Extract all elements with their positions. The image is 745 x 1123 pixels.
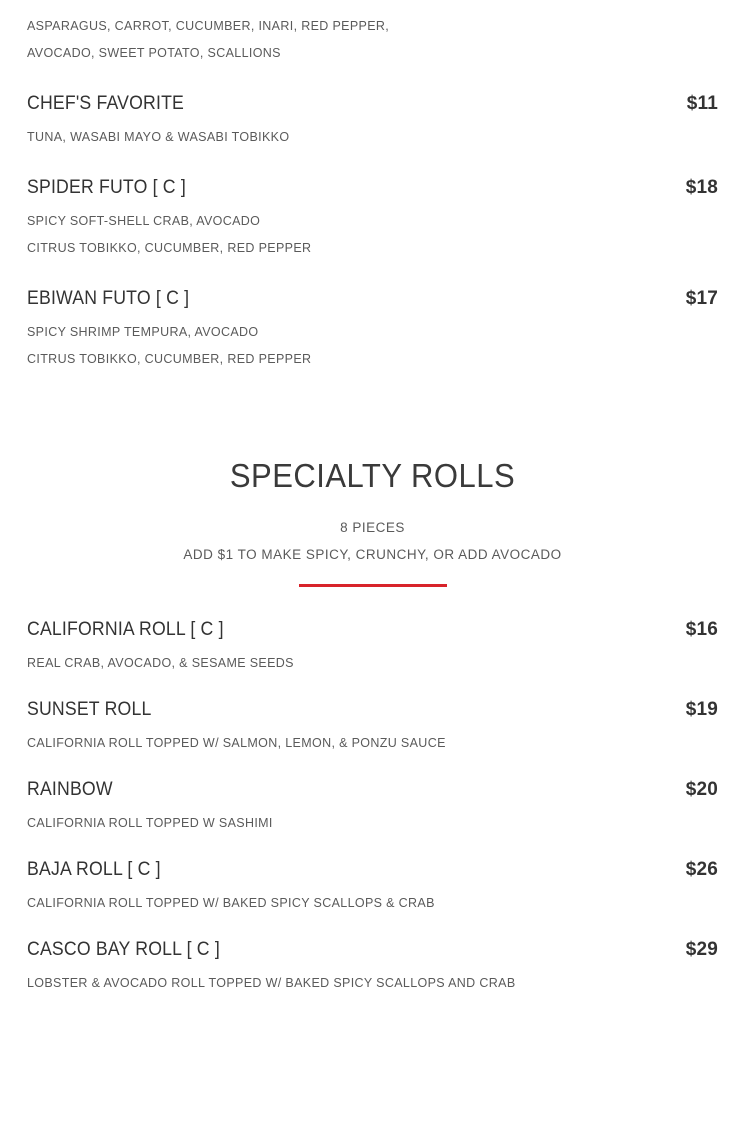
menu-item-price: $29 xyxy=(685,939,718,960)
description-line: REAL CRAB, AVOCADO, & SESAME SEEDS xyxy=(27,656,294,670)
menu-item-name: CASCO BAY ROLL [ C ] xyxy=(27,939,220,960)
description-line: CITRUS TOBIKKO, CUCUMBER, RED PEPPER xyxy=(27,352,312,366)
menu-item-name: SPIDER FUTO [ C ] xyxy=(27,177,186,198)
menu-item-price: $11 xyxy=(686,93,718,114)
section-header xyxy=(27,457,718,587)
menu-item-price: $16 xyxy=(685,619,718,640)
menu-item-header xyxy=(27,619,718,641)
menu-item-name: CHEF'S FAVORITE xyxy=(27,93,185,114)
menu-item-header xyxy=(27,177,718,199)
menu-item xyxy=(27,939,718,997)
description-line: CITRUS TOBIKKO, CUCUMBER, RED PEPPER xyxy=(27,241,312,255)
description-line: AVOCADO, SWEET POTATO, SCALLIONS xyxy=(27,46,281,60)
description-line: SPICY SOFT-SHELL CRAB, AVOCADO xyxy=(27,214,261,228)
menu-item-description xyxy=(27,810,718,837)
menu-item xyxy=(27,859,718,917)
menu-item-name: RAINBOW xyxy=(27,779,113,800)
menu-item-header xyxy=(27,939,718,961)
menu-item-price: $26 xyxy=(685,859,718,880)
menu-item xyxy=(27,177,718,262)
continued-item-description xyxy=(27,0,718,67)
menu-item xyxy=(27,93,718,151)
menu-item-name: BAJA ROLL [ C ] xyxy=(27,859,161,880)
section-subtitle xyxy=(27,514,718,568)
menu-item xyxy=(27,699,718,757)
menu-item xyxy=(27,619,718,677)
menu-item-header xyxy=(27,699,718,721)
specialty-roll-list xyxy=(27,619,718,997)
menu-item xyxy=(27,288,718,373)
menu-item-description xyxy=(27,970,718,997)
menu-item-name: EBIWAN FUTO [ C ] xyxy=(27,288,190,309)
description-line: SPICY SHRIMP TEMPURA, AVOCADO xyxy=(27,325,259,339)
description-line: LOBSTER & AVOCADO ROLL TOPPED W/ BAKED SPICY SCALLOPS AND CRAB xyxy=(27,976,516,990)
description-line: CALIFORNIA ROLL TOPPED W/ BAKED SPICY SCALLOPS & CRAB xyxy=(27,896,435,910)
menu-item-description xyxy=(27,319,718,373)
description-line: TUNA, WASABI MAYO & WASABI TOBIKKO xyxy=(27,130,290,144)
menu-item-header xyxy=(27,93,718,115)
menu-item-name: SUNSET ROLL xyxy=(27,699,152,720)
description-line: CALIFORNIA ROLL TOPPED W/ SALMON, LEMON, & PONZU SAUCE xyxy=(27,736,446,750)
menu-item-description xyxy=(27,208,718,262)
futomaki-item-list xyxy=(27,93,718,373)
menu-item-description xyxy=(27,890,718,917)
description-line: CALIFORNIA ROLL TOPPED W SASHIMI xyxy=(27,816,273,830)
description-line: ASPARAGUS, CARROT, CUCUMBER, INARI, RED PEPPER, xyxy=(27,19,390,33)
menu-item-name: CALIFORNIA ROLL [ C ] xyxy=(27,619,224,640)
subtitle-line: ADD $1 TO MAKE SPICY, CRUNCHY, OR ADD AVOCADO xyxy=(183,547,562,562)
menu-item-description xyxy=(27,124,718,151)
menu-item-header xyxy=(27,288,718,310)
subtitle-line: 8 PIECES xyxy=(340,520,405,535)
section-divider xyxy=(299,584,447,587)
menu-item-price: $20 xyxy=(685,779,718,800)
menu-item-header xyxy=(27,859,718,881)
menu-item-price: $18 xyxy=(685,177,718,198)
menu-item-price: $19 xyxy=(685,699,718,720)
menu-item-description xyxy=(27,730,718,757)
menu-item-header xyxy=(27,779,718,801)
menu-item-description xyxy=(27,650,718,677)
menu-item xyxy=(27,779,718,837)
section-title: SPECIALTY ROLLS xyxy=(229,457,516,494)
menu-item-price: $17 xyxy=(685,288,718,309)
